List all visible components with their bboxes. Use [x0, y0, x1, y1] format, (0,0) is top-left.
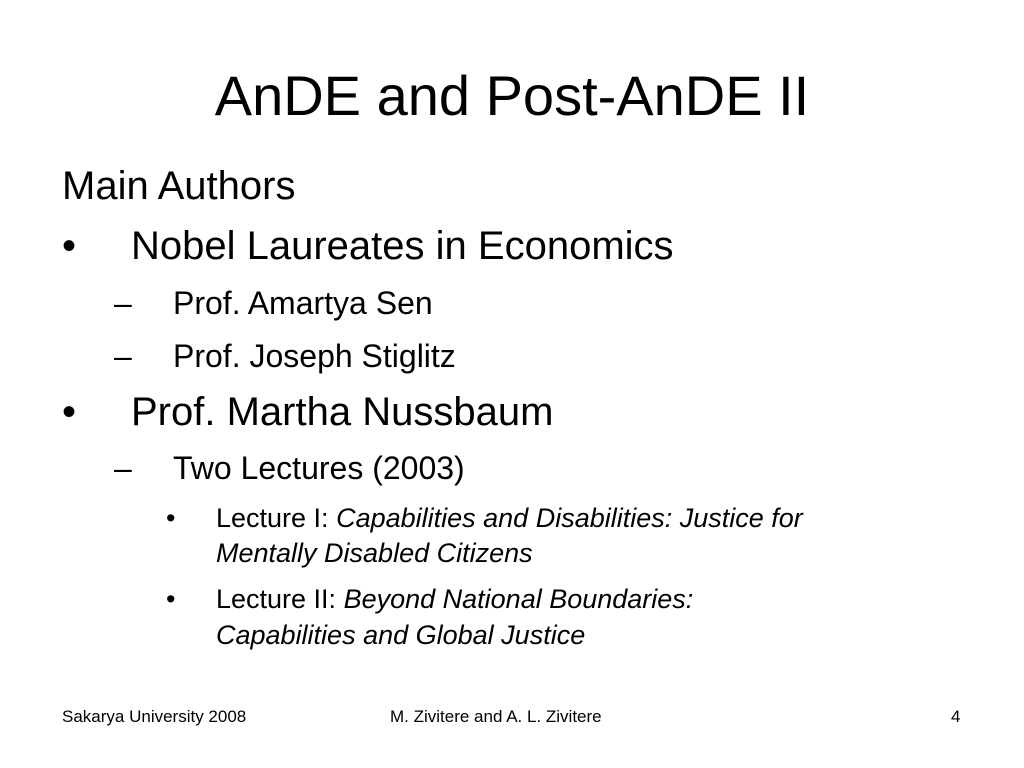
page-number: 4 [951, 707, 961, 726]
bullet-marker: • [62, 390, 77, 434]
dash-marker: – [114, 285, 132, 321]
list-item-nussbaum [0, 388, 1024, 436]
bullet-marker: • [62, 224, 77, 268]
list-item-lecture-1 [0, 500, 1024, 536]
list-item-text [216, 500, 803, 536]
list-item-sen [0, 284, 1024, 322]
list-item-text: Prof. Martha Nussbaum [131, 390, 554, 434]
footer-left: Sakarya University 2008 [62, 707, 247, 726]
list-item-stiglitz [0, 337, 1024, 375]
footer-center: M. Zivitere and A. L. Zivitere [390, 707, 602, 726]
bullet-marker: • [166, 503, 176, 533]
lecture-title-continued: Capabilities and Global Justice [216, 620, 586, 650]
dash-marker: – [114, 338, 132, 374]
list-item-text: Two Lectures (2003) [173, 450, 465, 486]
bullet-marker: • [166, 584, 176, 614]
list-item-text [216, 581, 693, 617]
lecture-title: Capabilities and Disabilities: Justice for [336, 503, 803, 533]
list-item-lecture-2 [0, 581, 1024, 617]
list-item-lectures [0, 449, 1024, 487]
lecture-label: Lecture I: [216, 503, 337, 533]
slide-title: AnDE and Post-AnDE II [214, 64, 810, 127]
lecture-title-continued: Mentally Disabled Citizens [216, 538, 533, 568]
list-item-text: Prof. Joseph Stiglitz [173, 338, 456, 374]
lecture-label: Lecture II: [216, 584, 344, 614]
list-item-lecture-1-continued [0, 535, 1024, 571]
list-item-nobel [0, 222, 1024, 270]
list-item-lecture-2-continued [0, 617, 1024, 653]
dash-marker: – [114, 450, 132, 486]
main-authors-heading: Main Authors [62, 164, 296, 208]
lecture-title: Beyond National Boundaries: [343, 584, 694, 614]
list-item-text: Nobel Laureates in Economics [131, 224, 674, 268]
list-item-text: Prof. Amartya Sen [173, 285, 433, 321]
